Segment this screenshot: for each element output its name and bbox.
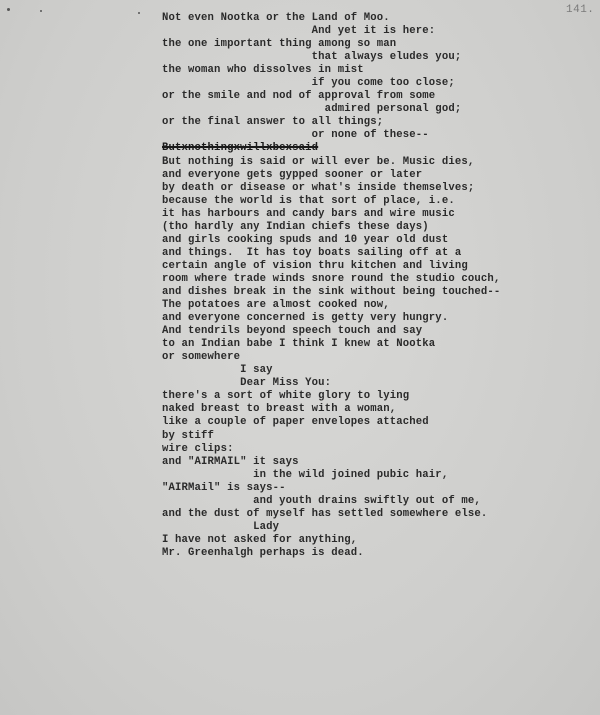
poem-line: I have not asked for anything, — [162, 533, 358, 546]
poem-line: Lady — [162, 520, 280, 533]
poem-line: And yet it is here: — [162, 25, 436, 38]
ink-speck — [7, 8, 10, 11]
poem-line: in the wild joined pubic hair, — [162, 468, 449, 481]
poem-line: by death or disease or what's inside themselves; — [162, 181, 475, 194]
poem-line: and everyone concerned is getty very hungry. — [162, 312, 449, 325]
poem-line: room where trade winds snore round the studio couch, — [162, 272, 501, 285]
poem-line: or the final answer to all things; — [162, 116, 384, 129]
poem-line: the woman who dissolves in mist — [162, 64, 364, 77]
ink-speck — [138, 12, 140, 14]
poem-line: to an Indian babe I think I knew at Nootka — [162, 338, 436, 351]
poem-line: and "AIRMAIL" it says — [162, 455, 299, 468]
poem-line: and things. It has toy boats sailing off at a — [162, 246, 462, 259]
poem-line: and the dust of myself has settled somewhere else. — [162, 507, 488, 520]
poem-line: and girls cooking spuds and 10 year old dust — [162, 233, 449, 246]
poem-line: wire clips: — [162, 442, 234, 455]
poem-line: I say — [162, 364, 273, 377]
poem-line: it has harbours and candy bars and wire music — [162, 207, 455, 220]
poem-line: there's a sort of white glory to lying — [162, 390, 410, 403]
poem-line: But nothing is said or will ever be. Music dies, — [162, 155, 475, 168]
poem-line: and everyone gets gypped sooner or later — [162, 168, 423, 181]
poem-line: and youth drains swiftly out of me, — [162, 494, 481, 507]
poem-line: Not even Nootka or the Land of Moo. — [162, 12, 390, 24]
poem-line: "AIRMail" is says-- — [162, 481, 286, 494]
struck-out-line: Butxnothingxwillxbexsaid — [162, 142, 319, 155]
poem-line: admired personal god; — [162, 103, 462, 116]
ink-speck — [40, 10, 42, 12]
poem-line: and dishes break in the sink without being touched-- — [162, 285, 501, 298]
poem-line: certain angle of vision thru kitchen and living — [162, 259, 468, 272]
poem-line: or the smile and nod of approval from some — [162, 90, 436, 103]
page-number: 141. — [566, 4, 595, 16]
poem-line: that always eludes you; — [162, 51, 462, 64]
poem-line: or somewhere — [162, 351, 241, 364]
poem-line: or none of these-- — [162, 129, 429, 142]
poem-line: naked breast to breast with a woman, — [162, 403, 397, 416]
poem-line: The potatoes are almost cooked now, — [162, 299, 390, 312]
poem-line: (tho hardly any Indian chiefs these days) — [162, 220, 429, 233]
poem-line: by stiff — [162, 429, 215, 442]
poem-line: because the world is that sort of place, i.e. — [162, 194, 455, 207]
poem-line: the one important thing among so man — [162, 38, 397, 51]
poem-line: Mr. Greenhalgh perhaps is dead. — [162, 546, 364, 559]
poem-text — [162, 12, 592, 560]
poem-line: if you come too close; — [162, 77, 455, 90]
poem-line: Dear Miss You: — [162, 377, 332, 390]
poem-line: And tendrils beyond speech touch and say — [162, 325, 423, 338]
poem-line: like a couple of paper envelopes attached — [162, 416, 429, 429]
